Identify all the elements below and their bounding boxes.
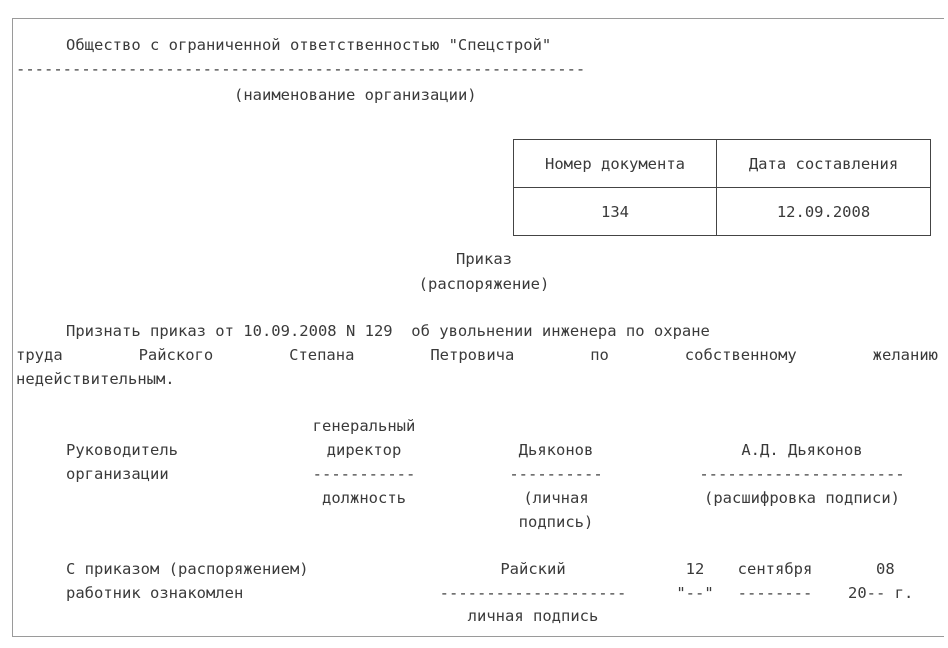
acknowledgement-text-line-2: работник ознакомлен [66,584,244,602]
employee-signature-underline: -------------------- [439,584,627,602]
ack-month-value: сентября [737,560,813,578]
body-word: по [590,346,609,364]
body-line-3: недействительным. [16,370,175,388]
signature-underline: ---------- [509,465,603,483]
position-value-line-2: директор [326,441,402,459]
doc-date-value: 12.09.2008 [717,188,931,236]
body-word: Степана [289,346,355,364]
position-caption: должность [322,489,406,507]
acknowledgement-text-line-1: С приказом (распоряжением) [66,560,309,578]
body-word: труда [16,346,63,364]
body-line-2 [16,346,938,364]
signer-role-line-1: Руководитель [66,441,178,459]
doc-date-header: Дата составления [717,140,931,188]
ack-day-value: 12 [685,560,705,578]
order-subtitle: (распоряжение) [418,275,550,293]
body-word: Петровича [430,346,515,364]
body-line-1: Признать приказ от 10.09.2008 N 129 об увольнении инженера по охране [66,322,710,340]
position-value-line-1: генеральный [312,417,416,435]
signer-role-line-2: организации [66,465,169,483]
order-title: Приказ [456,250,512,268]
position-underline: ----------- [312,465,416,483]
ack-day-template: "--" [676,584,714,602]
employee-signature-value: Райский [500,560,566,578]
doc-number-header: Номер документа [514,140,717,188]
organization-caption: (наименование организации) [234,86,477,104]
signature-decode-underline: ---------------------- [699,465,905,483]
doc-number-value: 134 [514,188,717,236]
signature-decode-value: А.Д. Дьяконов [741,441,863,459]
signature-value: Дьяконов [518,441,594,459]
document-info-table [513,139,931,236]
ack-month-underline: -------- [737,584,813,602]
body-word: Райского [138,346,214,364]
signature-caption-line-1: (личная [523,489,589,507]
employee-signature-caption: личная подпись [467,607,599,625]
organization-name: Общество с ограниченной ответственностью "Спецстрой" [66,36,552,54]
organization-underline: ------------------------------------------------------------- [16,60,586,78]
body-word: собственному [684,346,797,364]
signature-decode-caption: (расшифровка подписи) [704,489,900,507]
body-word: желанию [872,346,938,364]
ack-year-template: 20-- г. [848,584,914,602]
signature-caption-line-2: подпись) [518,513,594,531]
ack-year-value: 08 [876,560,895,578]
